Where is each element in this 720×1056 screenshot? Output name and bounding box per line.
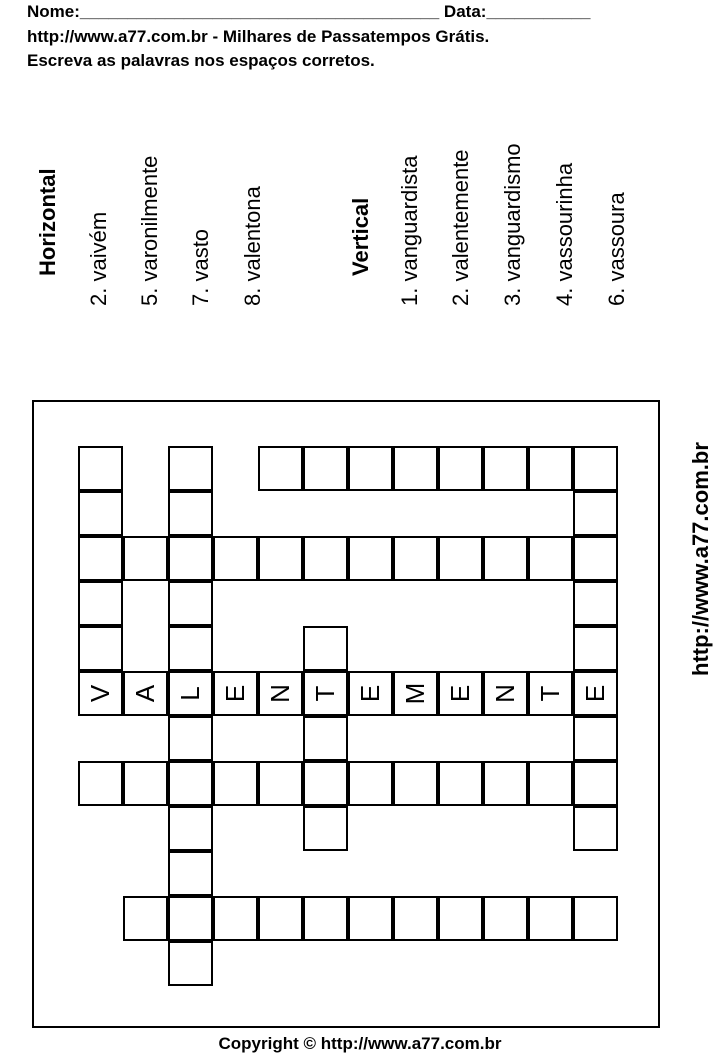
crossword-cell[interactable] bbox=[303, 806, 348, 851]
vertical-clue: 1. vanguardista bbox=[397, 155, 422, 306]
crossword-cell[interactable] bbox=[573, 896, 618, 941]
crossword-cell[interactable] bbox=[123, 671, 168, 716]
crossword-letter: N bbox=[490, 684, 520, 703]
crossword-cell[interactable] bbox=[483, 671, 528, 716]
crossword-cell[interactable] bbox=[78, 671, 123, 716]
crossword-letter: E bbox=[580, 684, 610, 703]
crossword-cell[interactable] bbox=[438, 896, 483, 941]
crossword-cell[interactable] bbox=[258, 671, 303, 716]
crossword-cell[interactable] bbox=[168, 761, 213, 806]
vertical-heading: Vertical bbox=[348, 197, 373, 276]
crossword-cell[interactable] bbox=[213, 536, 258, 581]
instruction: Escreva as palavras nos espaços corretos. bbox=[27, 51, 375, 70]
crossword-letter: A bbox=[130, 684, 160, 703]
crossword-cell[interactable] bbox=[528, 446, 573, 491]
crossword-cell[interactable] bbox=[438, 446, 483, 491]
horizontal-heading: Horizontal bbox=[35, 168, 60, 276]
crossword-cell[interactable] bbox=[303, 626, 348, 671]
vertical-clue: 3. vanguardismo bbox=[500, 143, 525, 306]
crossword-cell[interactable] bbox=[168, 536, 213, 581]
crossword-cell[interactable] bbox=[528, 671, 573, 716]
horizontal-clue: 7. vasto bbox=[188, 228, 213, 306]
crossword-cell[interactable] bbox=[258, 896, 303, 941]
crossword-cell[interactable] bbox=[528, 536, 573, 581]
site-line: http://www.a77.com.br - Milhares de Passatempos Grátis. bbox=[27, 27, 490, 46]
crossword-cell[interactable] bbox=[168, 851, 213, 896]
crossword-letter: N bbox=[265, 684, 295, 703]
crossword-cell[interactable] bbox=[483, 446, 528, 491]
crossword-cell[interactable] bbox=[438, 671, 483, 716]
crossword-cell[interactable] bbox=[168, 806, 213, 851]
crossword-cell[interactable] bbox=[168, 941, 213, 986]
vertical-clue: 6. vassoura bbox=[604, 192, 629, 306]
crossword-cell[interactable] bbox=[78, 491, 123, 536]
crossword-cell[interactable] bbox=[483, 536, 528, 581]
crossword-frame bbox=[32, 400, 660, 1028]
crossword-cell[interactable] bbox=[573, 446, 618, 491]
crossword-cell[interactable] bbox=[573, 671, 618, 716]
crossword-cell[interactable] bbox=[573, 716, 618, 761]
side-url[interactable]: http://www.a77.com.br bbox=[688, 442, 713, 676]
crossword-cell[interactable] bbox=[123, 761, 168, 806]
crossword-cell[interactable] bbox=[213, 896, 258, 941]
crossword-cell[interactable] bbox=[348, 671, 393, 716]
crossword-cell[interactable] bbox=[438, 761, 483, 806]
crossword-cell[interactable] bbox=[303, 536, 348, 581]
crossword-cell[interactable] bbox=[78, 581, 123, 626]
crossword-cell[interactable] bbox=[438, 536, 483, 581]
horizontal-clue: 5. varonilmente bbox=[137, 155, 162, 306]
crossword-cell[interactable] bbox=[573, 806, 618, 851]
crossword-letter: T bbox=[310, 685, 340, 702]
date-label: Data: bbox=[443, 2, 487, 21]
crossword-cell[interactable] bbox=[393, 896, 438, 941]
crossword-cell[interactable] bbox=[78, 626, 123, 671]
crossword-cell[interactable] bbox=[78, 536, 123, 581]
crossword-cell[interactable] bbox=[483, 761, 528, 806]
date-blank[interactable]: ___________ bbox=[486, 2, 591, 21]
crossword-cell[interactable] bbox=[573, 581, 618, 626]
horizontal-clue: 8. valentona bbox=[240, 186, 265, 306]
crossword-cell[interactable] bbox=[573, 536, 618, 581]
crossword-letter: E bbox=[355, 684, 385, 703]
crossword-cell[interactable] bbox=[573, 626, 618, 671]
name-label: Nome: bbox=[27, 2, 80, 21]
crossword-cell[interactable] bbox=[168, 626, 213, 671]
crossword-cell[interactable] bbox=[168, 581, 213, 626]
vertical-clue: 4. vassourinha bbox=[552, 162, 577, 306]
crossword-cell[interactable] bbox=[78, 446, 123, 491]
crossword-cell[interactable] bbox=[168, 446, 213, 491]
crossword-cell[interactable] bbox=[168, 716, 213, 761]
crossword-cell[interactable] bbox=[123, 536, 168, 581]
copyright-footer: Copyright © http://www.a77.com.br bbox=[218, 1034, 502, 1053]
crossword-cell[interactable] bbox=[78, 761, 123, 806]
crossword-cell[interactable] bbox=[573, 491, 618, 536]
crossword-cell[interactable] bbox=[213, 671, 258, 716]
crossword-cell[interactable] bbox=[393, 671, 438, 716]
crossword-cell[interactable] bbox=[258, 446, 303, 491]
crossword-cell[interactable] bbox=[393, 761, 438, 806]
crossword-cell[interactable] bbox=[348, 896, 393, 941]
crossword-letter: L bbox=[175, 686, 205, 701]
crossword-letter: E bbox=[445, 684, 475, 703]
crossword-cell[interactable] bbox=[303, 671, 348, 716]
crossword-cell[interactable] bbox=[348, 761, 393, 806]
crossword-cell[interactable] bbox=[168, 896, 213, 941]
crossword-cell[interactable] bbox=[483, 896, 528, 941]
horizontal-clue: 2. vaivém bbox=[86, 211, 111, 306]
crossword-cell[interactable] bbox=[123, 896, 168, 941]
crossword-cell[interactable] bbox=[213, 761, 258, 806]
crossword-cell[interactable] bbox=[168, 671, 213, 716]
crossword-cell[interactable] bbox=[303, 896, 348, 941]
crossword-cell[interactable] bbox=[258, 536, 303, 581]
crossword-cell[interactable] bbox=[303, 761, 348, 806]
name-blank[interactable]: ______________________________________ bbox=[79, 2, 440, 21]
crossword-cell[interactable] bbox=[348, 536, 393, 581]
crossword-letter: T bbox=[535, 685, 565, 702]
crossword-letter: E bbox=[220, 684, 250, 703]
crossword-cell[interactable] bbox=[258, 761, 303, 806]
crossword-cell[interactable] bbox=[303, 716, 348, 761]
crossword-cell[interactable] bbox=[393, 446, 438, 491]
crossword-cell[interactable] bbox=[303, 446, 348, 491]
header-name-line bbox=[27, 2, 590, 22]
crossword-cell[interactable] bbox=[168, 491, 213, 536]
crossword-letter: M bbox=[400, 682, 430, 705]
crossword-letter: V bbox=[85, 684, 115, 703]
crossword-cell[interactable] bbox=[528, 761, 573, 806]
vertical-clue: 2. valentemente bbox=[448, 149, 473, 306]
crossword-cell[interactable] bbox=[348, 446, 393, 491]
crossword-cell[interactable] bbox=[573, 761, 618, 806]
crossword-cell[interactable] bbox=[393, 536, 438, 581]
crossword-cell[interactable] bbox=[528, 896, 573, 941]
